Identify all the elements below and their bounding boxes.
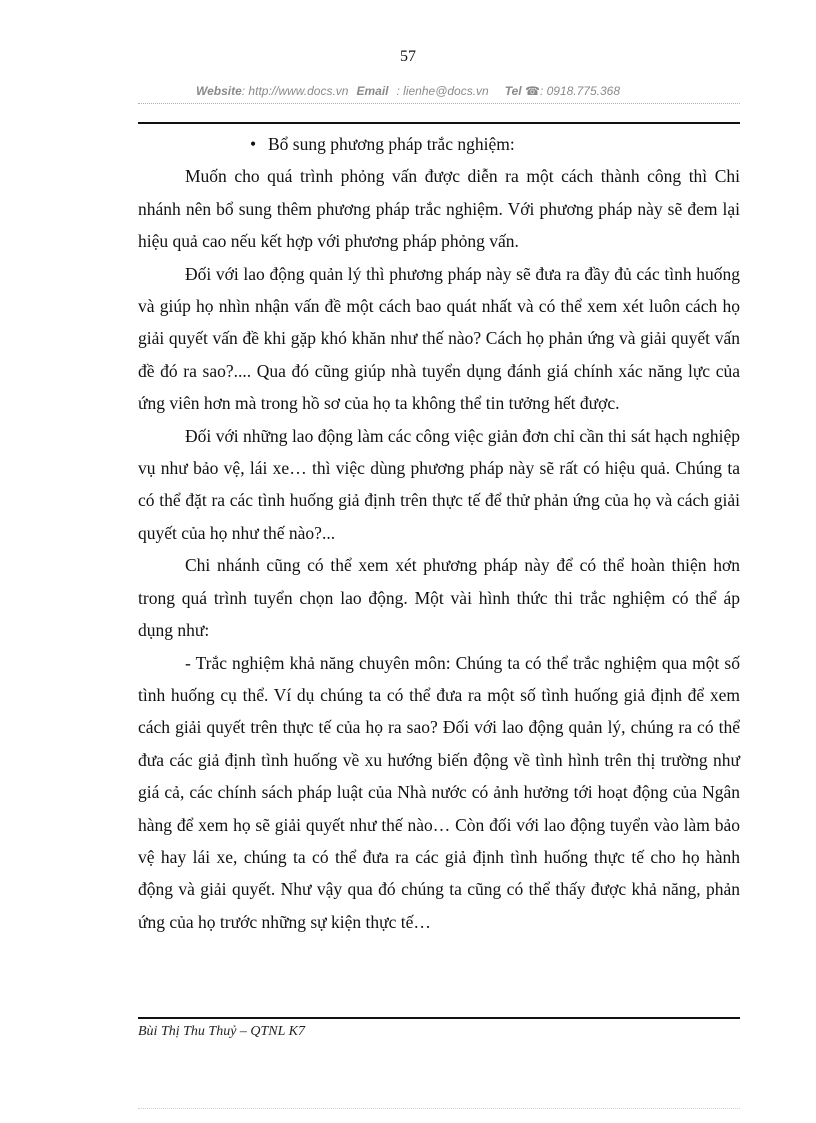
header-dotted-divider	[138, 103, 740, 104]
tel-label: Tel	[504, 84, 522, 98]
bullet-heading	[138, 128, 740, 160]
header-rule	[138, 122, 740, 124]
bullet-heading-text: Bổ sung phương pháp trắc nghiệm:	[268, 134, 515, 154]
paragraph-2: Đối với lao động quản lý thì phương pháp này sẽ đưa ra đầy đủ các tình huống và giúp họ nhìn nhận vấn đề một cách bao quát nhất và có thể xem xét luôn cách họ giải quyết vấn đề khi gặp khó khăn như thế nào? Cách họ phản ứng và giải quyết vấn đề đó ra sao?.... Qua đó cũng giúp nhà tuyển dụng đánh giá chính xác năng lực của ứng viên hơn mà trong hồ sơ của họ ta không thể tin tưởng hết được.	[138, 263, 740, 414]
document-body	[138, 128, 740, 938]
email-label: Email	[356, 84, 389, 98]
website-value: : http://www.docs.vn	[241, 84, 349, 98]
phone-icon: ☎	[524, 84, 540, 98]
paragraph-1: Muốn cho quá trình phỏng vấn được diễn ra một cách thành công thì Chi nhánh nên bổ sung thêm phương pháp trắc nghiệm. Với phương pháp này sẽ đem lại hiệu quả cao nếu kết hợp với phương pháp phỏng vấn.	[138, 166, 740, 252]
paragraph-5: - Trắc nghiệm khả năng chuyên môn: Chúng ta có thể trắc nghiệm qua một số tình huống cụ thể. Ví dụ chúng ta có thể đưa ra một số tình huống giả định để xem cách giải quyết trên thực tế của họ ra sao? Đối với lao động quản lý, chúng ra có thể đưa các giả định tình huống về xu hướng biến động về tình hình trên thị trường như giá cả, các chính sách pháp luật của Nhà nước có ảnh hưởng tới hoạt động của Ngân hàng để xem họ sẽ giải quyết như thế nào… Còn đối với lao động tuyển vào làm bảo vệ hay lái xe, chúng ta có thể đưa ra các giả định tình huống thực tế cho họ hành động và giải quyết. Như vậy qua đó chúng ta cũng có thể thấy được khả năng, phản ứng của họ trước những sự kiện thực tế…	[138, 652, 740, 932]
paragraph-3: Đối với những lao động làm các công việc giản đơn chỉ cần thi sát hạch nghiệp vụ như bảo vệ, lái xe… thì việc dùng phương pháp này sẽ rất có hiệu quả. Chúng ta có thể đặt ra các tình huống giả định trên thực tế để thử phản ứng của họ và cách giải quyết của họ như thế nào?...	[138, 425, 740, 543]
footer-rule	[138, 1017, 740, 1019]
footer-dotted-divider	[138, 1108, 740, 1109]
paragraph-4: Chi nhánh cũng có thể xem xét phương pháp này để có thể hoàn thiện hơn trong quá trình tuyển chọn lao động. Một vài hình thức thi trắc nghiệm có thể áp dụng như:	[138, 555, 740, 641]
website-label: Website	[195, 84, 242, 98]
email-value: : lienhe@docs.vn	[396, 84, 489, 98]
site-header	[0, 84, 816, 98]
bullet-icon: •	[250, 134, 257, 154]
footer-author: Bùi Thị Thu Thuỷ – QTNL K7	[138, 1024, 306, 1039]
page-number: 57	[400, 48, 416, 65]
tel-value: : 0918.775.368	[539, 84, 621, 98]
